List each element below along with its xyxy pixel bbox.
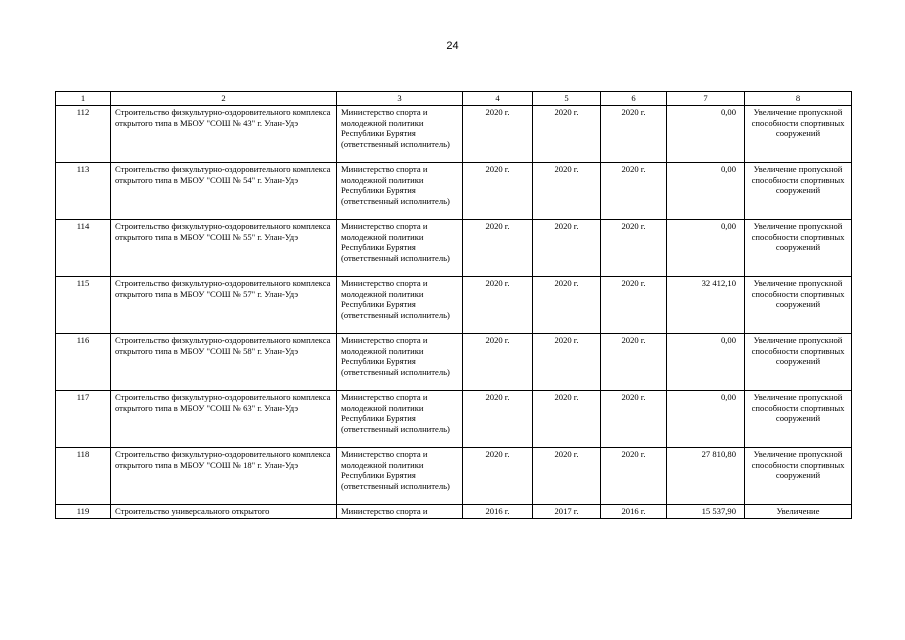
executor-cell-text: Министерство спорта и молодежной политики Республики Бурятия (ответственный исполнитель) <box>341 335 450 377</box>
amount-cell <box>667 220 745 277</box>
amount-cell <box>667 106 745 163</box>
result-cell-text: Увеличение пропускной способности спортивных сооружений <box>751 449 845 481</box>
year-cell <box>601 391 667 448</box>
executor-cell-text: Министерство спорта и молодежной политики Республики Бурятия (ответственный исполнитель) <box>341 221 450 263</box>
year-cell <box>533 220 601 277</box>
year-cell-text: 2016 г. <box>621 506 646 516</box>
year-cell <box>533 277 601 334</box>
result-cell <box>745 448 852 505</box>
event-name-cell <box>111 448 337 505</box>
result-cell <box>745 277 852 334</box>
year-cell-text: 2016 г. <box>485 506 510 516</box>
year-cell <box>601 334 667 391</box>
header-cell: 8 <box>745 92 852 106</box>
amount-cell <box>667 163 745 220</box>
table-row <box>56 448 852 505</box>
year-cell-text: 2020 г. <box>485 335 510 345</box>
amount-cell-text: 27 810,80 <box>701 449 736 459</box>
table-row <box>56 220 852 277</box>
year-cell <box>601 106 667 163</box>
executor-cell-text: Министерство спорта и молодежной политики Республики Бурятия (ответственный исполнитель) <box>341 278 450 320</box>
result-cell <box>745 106 852 163</box>
year-cell-text: 2020 г. <box>554 164 579 174</box>
event-name-cell <box>111 277 337 334</box>
executor-cell-text: Министерство спорта и молодежной политики Республики Бурятия (ответственный исполнитель) <box>341 107 450 149</box>
year-cell <box>533 505 601 519</box>
executor-cell <box>337 505 463 519</box>
year-cell <box>601 505 667 519</box>
row-number-cell-text: 118 <box>76 449 90 459</box>
year-cell-text: 2017 г. <box>554 506 579 516</box>
year-cell <box>533 334 601 391</box>
amount-cell-text: 0,00 <box>720 335 736 345</box>
row-number-cell <box>56 106 111 163</box>
year-cell <box>601 448 667 505</box>
amount-cell-text: 0,00 <box>720 107 736 117</box>
year-cell <box>463 163 533 220</box>
result-cell-text: Увеличение пропускной способности спортивных сооружений <box>751 107 845 139</box>
event-name-cell <box>111 391 337 448</box>
program-table <box>55 91 852 519</box>
event-name-cell-text: Строительство физкультурно-оздоровительного комплекса открытого типа в МБОУ "СОШ № 55" г. Улан-Удэ <box>115 221 331 242</box>
executor-cell <box>337 334 463 391</box>
page-number: 24 <box>446 40 459 52</box>
amount-cell <box>667 391 745 448</box>
amount-cell <box>667 505 745 519</box>
year-cell-text: 2020 г. <box>485 221 510 231</box>
year-cell-text: 2020 г. <box>485 278 510 288</box>
table-row <box>56 163 852 220</box>
row-number-cell <box>56 391 111 448</box>
year-cell-text: 2020 г. <box>621 164 646 174</box>
year-cell-text: 2020 г. <box>554 221 579 231</box>
row-number-cell-text: 117 <box>76 392 90 402</box>
result-cell-text: Увеличение пропускной способности спортивных сооружений <box>751 278 845 310</box>
row-number-cell <box>56 448 111 505</box>
event-name-cell <box>111 163 337 220</box>
amount-cell <box>667 448 745 505</box>
table-row <box>56 505 852 519</box>
year-cell-text: 2020 г. <box>554 107 579 117</box>
result-cell-text: Увеличение пропускной способности спортивных сооружений <box>751 335 845 367</box>
executor-cell <box>337 448 463 505</box>
event-name-cell <box>111 220 337 277</box>
year-cell-text: 2020 г. <box>621 335 646 345</box>
amount-cell <box>667 277 745 334</box>
table-header-row <box>56 92 852 106</box>
header-cell: 5 <box>533 92 601 106</box>
result-cell <box>745 163 852 220</box>
year-cell <box>463 277 533 334</box>
result-cell <box>745 391 852 448</box>
year-cell <box>463 106 533 163</box>
row-number-cell-text: 113 <box>76 164 90 174</box>
year-cell <box>463 334 533 391</box>
row-number-cell-text: 112 <box>76 107 90 117</box>
executor-cell-text: Министерство спорта и <box>341 506 428 516</box>
result-cell <box>745 334 852 391</box>
result-cell-text: Увеличение пропускной способности спортивных сооружений <box>751 164 845 196</box>
year-cell <box>533 448 601 505</box>
year-cell-text: 2020 г. <box>621 221 646 231</box>
year-cell <box>601 220 667 277</box>
result-cell <box>745 220 852 277</box>
amount-cell <box>667 334 745 391</box>
amount-cell-text: 0,00 <box>720 164 736 174</box>
result-cell-text: Увеличение <box>776 506 820 516</box>
year-cell <box>533 391 601 448</box>
table-row <box>56 106 852 163</box>
year-cell-text: 2020 г. <box>485 392 510 402</box>
event-name-cell-text: Строительство физкультурно-оздоровительного комплекса открытого типа в МБОУ "СОШ № 58" г. Улан-Удэ <box>115 335 331 356</box>
row-number-cell-text: 115 <box>76 278 90 288</box>
year-cell <box>463 391 533 448</box>
row-number-cell <box>56 277 111 334</box>
year-cell-text: 2020 г. <box>621 278 646 288</box>
table-body <box>56 106 852 519</box>
event-name-cell-text: Строительство физкультурно-оздоровительного комплекса открытого типа в МБОУ "СОШ № 63" г. Улан-Удэ <box>115 392 331 413</box>
result-cell-text: Увеличение пропускной способности спортивных сооружений <box>751 221 845 253</box>
event-name-cell-text: Строительство универсального открытого <box>115 506 270 516</box>
amount-cell-text: 15 537,90 <box>701 506 736 516</box>
table-row <box>56 277 852 334</box>
year-cell <box>463 220 533 277</box>
header-cell: 1 <box>56 92 111 106</box>
year-cell-text: 2020 г. <box>554 278 579 288</box>
year-cell-text: 2020 г. <box>485 449 510 459</box>
year-cell-text: 2020 г. <box>554 449 579 459</box>
year-cell-text: 2020 г. <box>621 449 646 459</box>
event-name-cell-text: Строительство физкультурно-оздоровительного комплекса открытого типа в МБОУ "СОШ № 54" г. Улан-Удэ <box>115 164 331 185</box>
executor-cell <box>337 277 463 334</box>
header-cell: 2 <box>111 92 337 106</box>
event-name-cell <box>111 334 337 391</box>
year-cell-text: 2020 г. <box>485 107 510 117</box>
result-cell-text: Увеличение пропускной способности спортивных сооружений <box>751 392 845 424</box>
row-number-cell-text: 116 <box>76 335 90 345</box>
year-cell <box>601 277 667 334</box>
event-name-cell-text: Строительство физкультурно-оздоровительного комплекса открытого типа в МБОУ "СОШ № 57" г. Улан-Удэ <box>115 278 331 299</box>
year-cell-text: 2020 г. <box>554 335 579 345</box>
event-name-cell-text: Строительство физкультурно-оздоровительного комплекса открытого типа в МБОУ "СОШ № 18" г. Улан-Удэ <box>115 449 331 470</box>
executor-cell-text: Министерство спорта и молодежной политики Республики Бурятия (ответственный исполнитель) <box>341 164 450 206</box>
year-cell-text: 2020 г. <box>554 392 579 402</box>
table-row <box>56 334 852 391</box>
row-number-cell <box>56 220 111 277</box>
header-cell: 3 <box>337 92 463 106</box>
header-cell: 6 <box>601 92 667 106</box>
executor-cell <box>337 163 463 220</box>
executor-cell-text: Министерство спорта и молодежной политики Республики Бурятия (ответственный исполнитель) <box>341 392 450 434</box>
table-row <box>56 391 852 448</box>
executor-cell <box>337 391 463 448</box>
header-cell: 7 <box>667 92 745 106</box>
year-cell <box>533 163 601 220</box>
result-cell <box>745 505 852 519</box>
year-cell <box>463 505 533 519</box>
executor-cell <box>337 106 463 163</box>
amount-cell-text: 32 412,10 <box>701 278 736 288</box>
event-name-cell <box>111 106 337 163</box>
amount-cell-text: 0,00 <box>720 221 736 231</box>
amount-cell-text: 0,00 <box>720 392 736 402</box>
executor-cell <box>337 220 463 277</box>
row-number-cell <box>56 505 111 519</box>
year-cell <box>601 163 667 220</box>
year-cell-text: 2020 г. <box>621 107 646 117</box>
event-name-cell-text: Строительство физкультурно-оздоровительного комплекса открытого типа в МБОУ "СОШ № 43" г. Улан-Удэ <box>115 107 331 128</box>
executor-cell-text: Министерство спорта и молодежной политики Республики Бурятия (ответственный исполнитель) <box>341 449 450 491</box>
row-number-cell <box>56 163 111 220</box>
year-cell-text: 2020 г. <box>485 164 510 174</box>
year-cell-text: 2020 г. <box>621 392 646 402</box>
row-number-cell-text: 114 <box>76 221 90 231</box>
year-cell <box>533 106 601 163</box>
year-cell <box>463 448 533 505</box>
header-cell: 4 <box>463 92 533 106</box>
event-name-cell <box>111 505 337 519</box>
row-number-cell <box>56 334 111 391</box>
row-number-cell-text: 119 <box>76 506 90 516</box>
